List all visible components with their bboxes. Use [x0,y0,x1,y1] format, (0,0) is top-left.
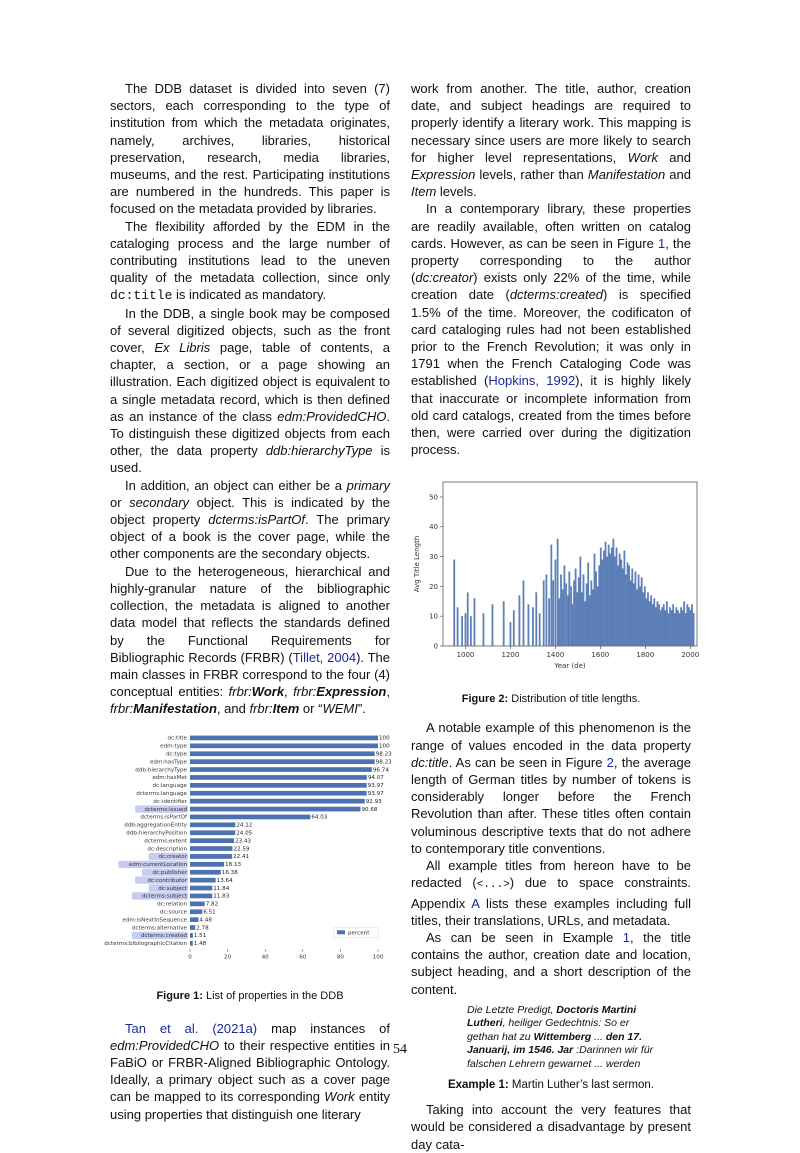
bar [519,596,521,647]
category-label: dc:creator [158,853,187,860]
example-ref-link[interactable]: 1 [622,929,630,945]
bar [190,846,232,851]
bar [190,885,212,890]
citation-link-hopkins[interactable]: Hopkins, 1992 [488,373,576,389]
example-1-caption: Example 1: Martin Luther’s last sermon. [447,1079,655,1092]
bar [644,587,646,647]
bar [576,593,578,647]
bar [190,798,365,803]
bar-value-label: 90.68 [361,806,378,813]
y-tick-label: 0 [433,642,438,651]
figure-1-caption: Figure 1: List of properties in the DDB [156,989,344,1002]
bar-value-label: 7.82 [205,901,219,908]
bar [190,838,234,843]
dc-title-code: dc:title [110,288,173,304]
bar-value-label: 1.48 [193,940,207,947]
x-tick-label: 1000 [456,651,475,660]
category-label: dc:description [147,845,187,852]
category-label: dcterms:subject [142,893,187,900]
page-number: 54 [393,1042,407,1057]
bar [657,602,659,647]
x-tick-label: 100 [372,953,384,960]
bar [190,869,221,874]
bar [641,578,643,647]
paragraph-frbr: Due to the heterogeneous, hierarchical and highly-granular nature of the bibliographic collection, the metadata is aligned to another data model that reflects the standards defined by the Functional Requirements for Bibliographic Records (FRBR) (Tillet, 2004). The main classes in FRBR correspond to the four (4) conceptual entities: frbr:Work, frbr:Expression, frbr:Manifestation, and frbr:Item or “WEMI”. [110,563,391,717]
bar [562,590,564,647]
category-label: edm:currentLocation [128,861,187,868]
category-label: edm:type [160,743,187,750]
category-label: dc:source [159,909,187,916]
bar [594,554,596,646]
citation-link-tillet[interactable]: Tillet, 2004 [292,649,357,665]
bar [190,735,378,740]
bar [683,602,685,647]
bar [600,548,602,646]
y-tick-label: 10 [429,613,438,622]
bar [688,608,690,647]
bar-value-label: 11.84 [213,885,230,892]
x-tick-label: 1600 [591,651,610,660]
bar [627,563,629,646]
bar [639,587,641,647]
bar [568,572,570,647]
figure-2-caption: Figure 2: Distribution of title lengths. [461,693,641,706]
bar-value-label: 94.07 [367,774,384,781]
x-tick-label: 1200 [501,651,520,660]
bar [581,593,583,647]
category-label: edm:isNextInSequence [122,916,187,923]
paragraph-primary-secondary: In addition, an object can either be a primary or secondary object. This is indicated by the object property dcterms:isPartOf. The primary object of a book is the cover page, while the other components are the secondary objects. [110,477,390,562]
bar [190,893,212,898]
paragraph-literary-work: work from another. The title, author, creation date, and subject headings are required to properly identify a literary work. This mapping is necessary since users are more likely to search for higher level representations, Work and Expression levels, rather than Manifestation and Item levels. [411,81,691,200]
x-tick-label: 1800 [636,651,655,660]
y-tick-label: 50 [429,493,438,502]
bar [679,614,681,647]
bar [190,862,224,867]
bar [586,584,588,647]
right-column [411,80,700,1153]
bar [623,551,625,646]
bar [682,611,684,647]
bar [523,581,525,647]
bar [453,560,455,646]
x-tick-label: 20 [224,953,232,960]
bar [560,575,562,647]
bar [483,614,485,647]
paragraph-edm-flexibility: The flexibility afforded by the EDM in the cataloging process and the large number of contributing institutions lead to the uneven quality of the metadata collection, since only dc:title is indicated as mandatory. [110,218,390,304]
bar [611,548,613,646]
bar [658,605,660,647]
figure-ref-link-2[interactable]: 2 [606,754,614,770]
legend-label: percent [348,929,370,936]
bar [190,925,195,930]
bar [550,545,552,646]
figure-1 [104,730,392,1002]
left-column [104,80,392,1123]
bar [510,623,512,647]
bar [660,611,662,647]
bar [672,605,674,647]
bar-value-label: 23.43 [235,837,252,844]
paragraph-taking-into-account: Taking into account the very features that would be considered a disadvantage by present day cata- [411,1102,691,1152]
bar [612,539,614,646]
bar [584,602,586,647]
bar [590,581,592,647]
bar [671,611,673,647]
x-axis-label: Year (de) [554,662,586,671]
bar-value-label: 22.41 [233,853,250,860]
bar [190,783,367,788]
bar [190,751,375,756]
bar [686,605,688,647]
bar [597,587,599,647]
properties-bar-chart [96,730,392,975]
x-tick-label: 1400 [546,651,565,660]
bar-value-label: 24.12 [236,822,253,829]
bar [572,605,574,647]
x-tick-label: 0 [188,953,192,960]
title-length-chart [411,474,701,674]
bar [603,551,605,646]
paragraph-ddb-sectors: The DDB dataset is divided into seven (7) sectors, each corresponding to the type of institution from which the metadata originates, namely, archives, libraries, historical preservation, research, media libraries, museums, and the rest. Participating institutions are numbered in the hundreds. This paper is focused on the metadata provided by libraries. [110,81,390,217]
bar [190,917,198,922]
paragraph-example-intro: As can be seen in Example 1, the title contains the author, creation date and location, subject heading, and a short description of the content. [411,929,691,997]
bar [635,572,637,647]
bar [625,575,627,647]
category-label: dcterms:bibliographicCitation [104,940,187,947]
bar [605,542,607,646]
bar [650,596,652,647]
bar [190,743,378,748]
bar-value-label: 98.23 [375,751,392,758]
bar-value-label: 100 [379,743,390,750]
bar-value-label: 92.93 [365,798,382,805]
bar-value-label: 98.23 [375,758,392,765]
bar [619,554,621,646]
category-label: dc:type [165,751,187,758]
bar-value-label: 18.13 [225,861,242,868]
bar [589,596,591,647]
example-1-title: Die Letzte Predigt, Doctoris Martini Lutheri, heiliger Gedechtnis: So er gethan hat zu Wittemberg ... den 17. Januarij, im 1546. Jar :Darinnen wir für falschen Lehrern gewarnet ... werden [467,1003,654,1070]
bar [616,548,618,646]
bar [677,611,679,647]
category-label: dc:identifier [153,798,187,805]
bar [647,593,649,647]
y-axis-label: Avg Title Length [413,536,421,593]
bar-value-label: 64.03 [311,814,328,821]
bar-value-label: 16.38 [221,869,238,876]
category-label: edm:hasType [149,758,187,765]
bar [539,614,541,647]
x-tick-label: 2000 [681,651,700,660]
bar [633,584,635,647]
bar [190,854,232,859]
x-tick-label: 40 [261,953,269,960]
bar [675,608,677,647]
bar-value-label: 96.74 [372,766,389,773]
category-label: dc:title [167,735,187,742]
bar [606,557,608,646]
bar [190,767,372,772]
bar [666,602,668,647]
bar [638,575,640,647]
bar [573,581,575,647]
bar [609,554,611,646]
bar [190,814,310,819]
bar [630,581,632,647]
bar [190,901,205,906]
category-label: dc:subject [158,885,187,892]
category-label: dcterms:isPartOf [140,814,187,821]
category-label: dcterms:issued [144,806,187,813]
bar [457,608,459,647]
bar [190,941,193,946]
paragraph-tan-mapping: Tan et al. (2021a) map instances of edm:ProvidedCHO to their respective entities in FaBiO or FRBR-Aligned Bibliographic Ontology. Ideally, a primary object such as a cover page can be mapped to its corresponding Work entity using properties that distinguish one literary [110,1020,390,1122]
category-label: ddb:hierarchyType [135,766,187,773]
bar [598,566,600,647]
category-label: edm:hasMet [152,774,187,781]
bar [190,822,235,827]
y-tick-label: 30 [429,553,438,562]
bar [674,614,676,647]
bar [557,539,559,646]
x-tick-label: 60 [299,953,307,960]
bar [601,560,603,646]
category-label: ddb:hierarchyPosition [126,830,187,837]
bar [554,560,556,646]
bar [563,566,565,647]
bar [664,611,666,647]
bar [642,593,644,647]
bar-value-label: 2.78 [196,924,209,931]
category-label: dc:relation [157,901,187,908]
bar [608,545,610,646]
bar [559,599,561,647]
bar [470,617,472,647]
bar [503,602,505,647]
figure-2 [411,474,700,706]
category-label: dcterms:created [140,932,187,939]
category-label: dcterms:extent [144,837,187,844]
bar [545,575,547,647]
category-label: dcterms:language [136,790,187,797]
bar [663,605,665,647]
bar [513,611,515,647]
bar [691,605,693,647]
bar [649,602,651,647]
bar [646,599,648,647]
redaction-code: <...> [476,879,510,892]
figure-ref-link-1[interactable]: 1 [657,235,666,251]
category-label: dc:publisher [152,869,187,876]
bar [592,590,594,647]
bar [622,569,624,647]
bar [690,611,692,647]
bar [680,608,682,647]
paragraph-notable-example: A notable example of this phenomenon is the range of values encoded in the data property dc:title. As can be seen in Figure 2, the average length of German titles by number of tokens is considerably longer before the French Revolution than after. These titles often contain voluminous descriptive texts that do not adhere to contemporary title conventions. [411,720,691,856]
bar [631,569,633,647]
bar [465,614,467,647]
bar [579,557,581,646]
bar-value-label: 4.48 [199,916,212,923]
bar [653,599,655,647]
bar [190,759,375,764]
bar [190,806,360,811]
bar [685,614,687,647]
bar [583,575,585,647]
bar [552,581,554,647]
bar [543,581,545,647]
bar [661,608,663,647]
bar-value-label: 13.64 [216,877,233,884]
bar [669,608,671,647]
bar [190,877,216,882]
category-label: dcterms:alternative [131,924,187,931]
bar [461,617,463,647]
bar [565,584,567,647]
paragraph-digitized-objects: In the DDB, a single book may be composed of several digitized objects, such as the front cover, Ex Libris page, table of contents, a chapter, a section, or a page showing an illustration. Each digitized object is equivalent to a single metadata record, which is then defined as an instance of the class edm:ProvidedCHO. To distinguish these digitized objects from each other, the data property ddb:hierarchyType is used. [110,305,391,476]
bar [535,593,537,647]
y-tick-label: 20 [429,583,438,592]
bar-value-label: 6.51 [203,909,216,916]
x-tick-label: 80 [336,953,344,960]
category-label: dc:language [152,782,187,789]
bar [587,563,589,646]
bar [190,909,202,914]
bar-value-label: 100 [379,735,390,742]
bar [655,608,657,647]
bar [668,614,670,647]
bar-value-label: 11.83 [213,893,230,900]
bar [532,608,534,647]
bar-value-label: 24.05 [236,830,253,837]
bar [474,599,476,647]
bar-value-label: 22.59 [233,845,250,852]
bar-value-label: 93.97 [367,790,384,797]
bar-value-label: 1.51 [193,932,207,939]
bar [190,790,367,795]
bar [578,578,580,647]
citation-link-tan[interactable]: Tan et al. (2021a) [125,1020,258,1036]
bar [595,572,597,647]
bar [693,614,695,647]
category-label: ddb:aggregationEntity [124,822,187,829]
paragraph-contemporary-library: In a contemporary library, these properties are readily available, often written on catalog cards. However, as can be seen in Figure 1, the property corresponding to the author (dc:creator) exists only 22% of the time, while creation date (dcterms:created) is specified 1.5% of the time. Moreover, the codificaton of card cataloging rules had not been established prior to the French Revolution; it was only in 1791 when the French Cataloging Code was established (Hopkins, 1992), it is highly likely that inaccurate or incomplete information from old card catalogs, created from the times before then, were carried over during the digitization process. [411,201,692,458]
paragraph-redacted-titles: All example titles from hereon have to be redacted (<...>) due to space constraints. Appendix A lists these examples including full titles, their translations, URLs, and metadata. [411,858,691,928]
bar [190,830,235,835]
bar [548,599,550,647]
bar [190,775,367,780]
bar [467,593,469,647]
bar [614,557,616,646]
y-tick-label: 40 [429,523,438,532]
appendix-link[interactable]: A [471,895,480,911]
bar [628,566,630,647]
bar [636,590,638,647]
bar [620,560,622,646]
bar [492,605,494,647]
bar [652,605,654,647]
bar [528,605,530,647]
bar [617,566,619,647]
bar [575,569,577,647]
bar [190,933,193,938]
category-label: dc:contributor [147,877,187,884]
bar-value-label: 93.97 [367,782,384,789]
legend-swatch [337,930,345,934]
